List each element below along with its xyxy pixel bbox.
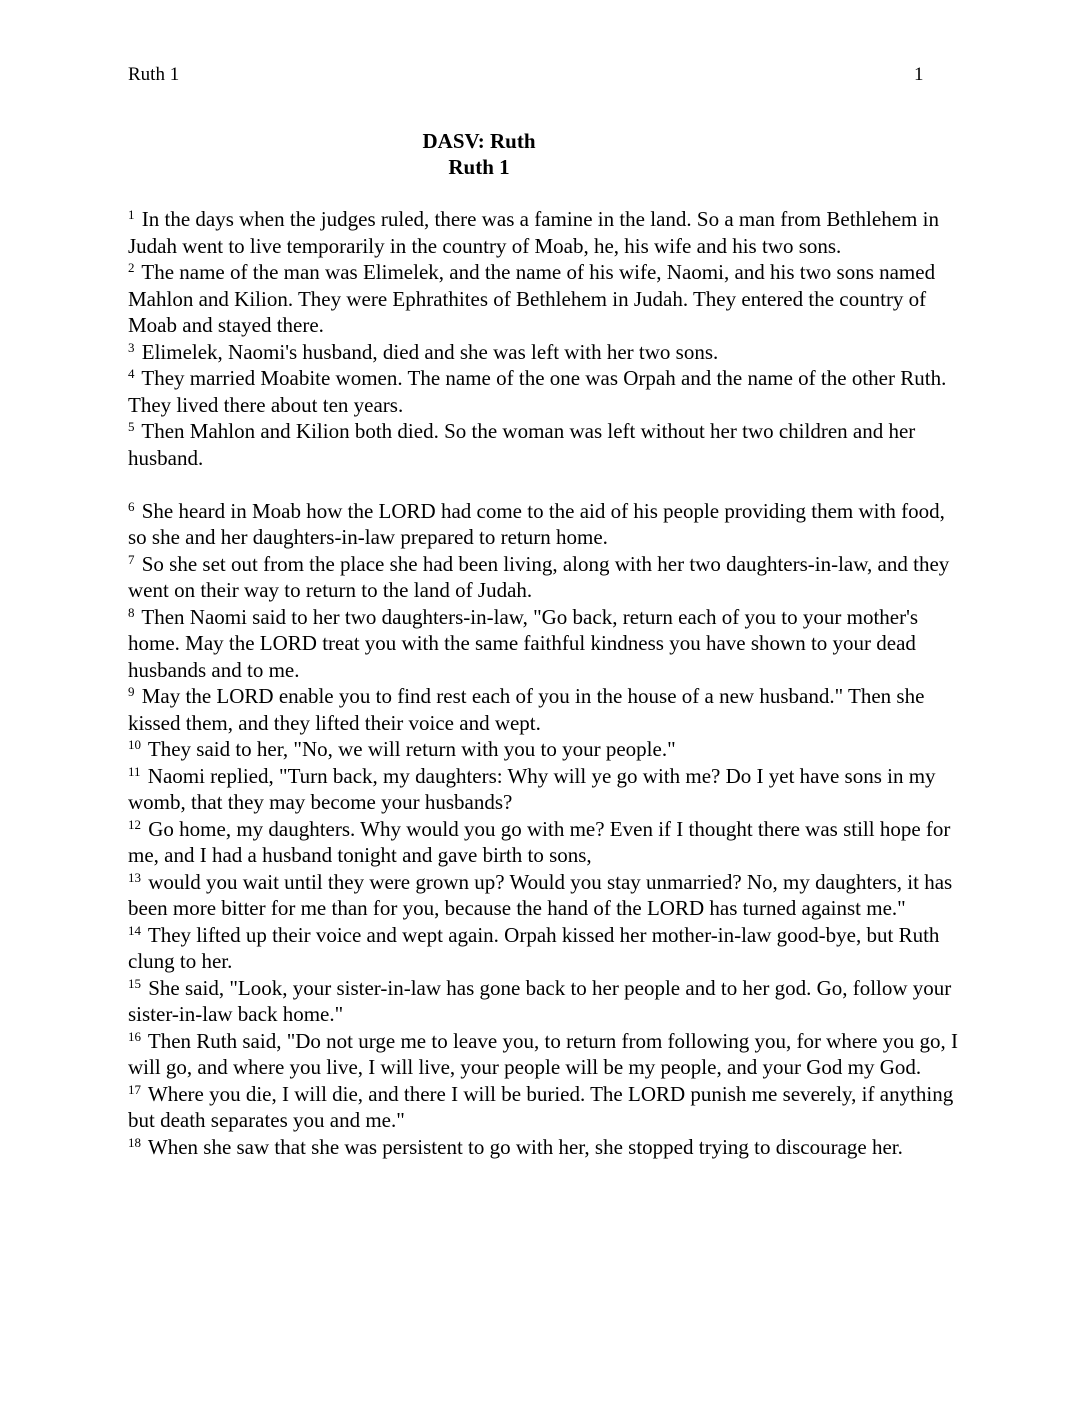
verse-number: 5 bbox=[128, 419, 135, 434]
verse-5 bbox=[128, 418, 966, 471]
verse-number: 4 bbox=[128, 366, 135, 381]
verse-4 bbox=[128, 365, 966, 418]
verse-11 bbox=[128, 763, 966, 816]
verse-text: Then Ruth said, "Do not urge me to leave you, to return from following you, for where you go, I will go, and where you live, I will live, your people will be my people, and your God my God. bbox=[128, 1028, 958, 1079]
chapter-title: Ruth 1 bbox=[448, 155, 510, 179]
verse-text: The name of the man was Elimelek, and the name of his wife, Naomi, and his two sons named Mahlon and Kilion. They were Ephrathites of Bethlehem in Judah. They entered the country of Moab and stayed there. bbox=[128, 260, 936, 337]
verse-text: Go home, my daughters. Why would you go with me? Even if I thought there was still hope for me, and I had a husband tonight and gave birth to sons, bbox=[128, 816, 951, 867]
verse-text: In the days when the judges ruled, there was a famine in the land. So a man from Bethlehem in Judah went to live temporarily in the country of Moab, he, his wife and his two sons. bbox=[128, 207, 939, 258]
title-block bbox=[128, 128, 830, 180]
verse-3 bbox=[128, 339, 966, 366]
verse-13 bbox=[128, 869, 966, 922]
verse-text: Naomi replied, "Turn back, my daughters: Why will ye go with me? Do I yet have sons in my womb, that they may become your husbands? bbox=[128, 763, 936, 814]
verse-text: When she saw that she was persistent to go with her, she stopped trying to discourage her. bbox=[147, 1134, 903, 1159]
verse-7 bbox=[128, 551, 966, 604]
verse-2 bbox=[128, 259, 966, 339]
verse-number: 10 bbox=[128, 737, 141, 752]
verse-text: Elimelek, Naomi's husband, died and she was left with her two sons. bbox=[141, 339, 719, 364]
verse-9 bbox=[128, 683, 966, 736]
verse-number: 9 bbox=[128, 684, 135, 699]
verse-17 bbox=[128, 1081, 966, 1134]
verse-number: 3 bbox=[128, 339, 135, 355]
verse-16 bbox=[128, 1028, 966, 1081]
verse-10 bbox=[128, 736, 966, 763]
verse-number: 7 bbox=[128, 551, 135, 567]
verse-8 bbox=[128, 604, 966, 684]
verse-number: 6 bbox=[128, 498, 135, 514]
chapter-body bbox=[128, 206, 966, 1160]
running-head: Ruth 1 bbox=[128, 64, 180, 85]
verse-number: 8 bbox=[128, 604, 135, 620]
verse-number: 11 bbox=[128, 763, 141, 779]
verse-6 bbox=[128, 498, 966, 551]
verse-1 bbox=[128, 206, 966, 259]
verse-text: Where you die, I will die, and there I will be buried. The LORD punish me severely, if anything but death separates you and me." bbox=[128, 1081, 954, 1132]
page-number: 1 bbox=[914, 64, 924, 85]
verse-12 bbox=[128, 816, 966, 869]
verse-text: They lifted up their voice and wept again. Orpah kissed her mother-in-law good-bye, but Ruth clung to her. bbox=[128, 922, 940, 973]
document-title: DASV: Ruth bbox=[422, 129, 536, 153]
verse-number: 12 bbox=[128, 816, 141, 832]
verse-text: They said to her, "No, we will return with you to your people." bbox=[147, 737, 676, 761]
verse-text: would you wait until they were grown up? Would you stay unmarried? No, my daughters, it has been more bitter for me than for you, because the hand of the LORD has turned against me." bbox=[128, 869, 953, 920]
verse-number: 15 bbox=[128, 975, 141, 991]
verse-15 bbox=[128, 975, 966, 1028]
verse-18 bbox=[128, 1134, 966, 1161]
verse-text: They married Moabite women. The name of the one was Orpah and the name of the other Ruth. They lived there about ten years. bbox=[128, 366, 947, 417]
verse-number: 16 bbox=[128, 1028, 141, 1044]
verse-text: May the LORD enable you to find rest each of you in the house of a new husband." Then she kissed them, and they lifted their voice and wept. bbox=[128, 684, 925, 735]
verse-number: 18 bbox=[128, 1134, 141, 1150]
verse-number: 14 bbox=[128, 922, 141, 938]
verse-text: She heard in Moab how the LORD had come to the aid of his people providing them with food, so she and her daughters-in-law prepared to return home. bbox=[128, 498, 945, 549]
verse-text: She said, "Look, your sister-in-law has gone back to her people and to her god. Go, follow your sister-in-law back home." bbox=[128, 975, 952, 1026]
verse-text: Then Naomi said to her two daughters-in-law, "Go back, return each of you to your mother's home. May the LORD treat you with the same faithful kindness you have shown to your dead husbands and to me. bbox=[128, 604, 919, 682]
verse-14 bbox=[128, 922, 966, 975]
verse-number: 17 bbox=[128, 1081, 141, 1097]
paragraph-break bbox=[128, 471, 966, 498]
verse-number: 2 bbox=[128, 260, 135, 275]
verse-text: Then Mahlon and Kilion both died. So the woman was left without her two children and her husband. bbox=[128, 419, 916, 470]
verse-number: 13 bbox=[128, 869, 141, 885]
verse-number: 1 bbox=[128, 207, 135, 222]
verse-text: So she set out from the place she had been living, along with her two daughters-in-law, and they went on their way to return to the land of Judah. bbox=[128, 551, 950, 602]
